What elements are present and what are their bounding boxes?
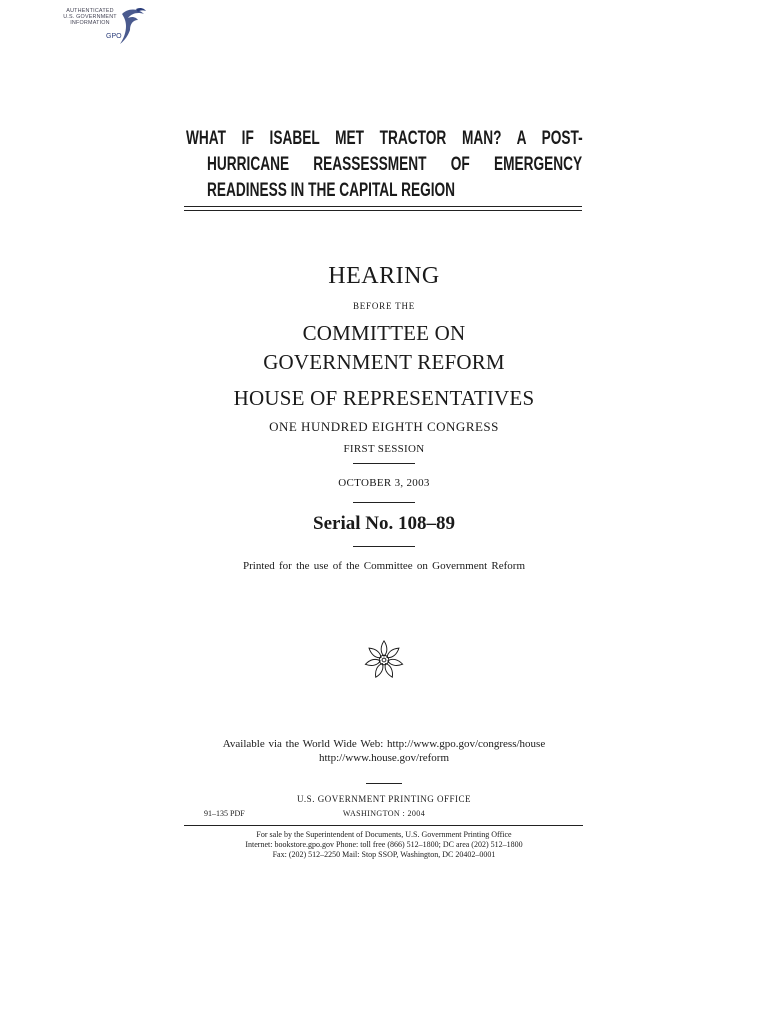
title-double-rule	[184, 206, 582, 211]
before-the-label: BEFORE THE	[352, 301, 416, 311]
document-title	[186, 126, 583, 204]
stock-number: 91–135 PDF	[204, 809, 245, 818]
availability-line-2: http://www.house.gov/reform	[318, 752, 450, 764]
title-line-2: HURRICANE REASSESSMENT OF EMERGENCY	[207, 154, 583, 175]
hearing-date: OCTOBER 3, 2003	[338, 477, 430, 489]
badge-gpo-label: GPO	[106, 33, 122, 40]
committee-line-1: COMMITTEE ON	[302, 321, 466, 345]
badge-line-1: AUTHENTICATED	[66, 8, 114, 14]
sale-info-line-1: For sale by the Superintendent of Documents, U.S. Government Printing Office	[256, 830, 512, 839]
congress-label: ONE HUNDRED EIGHTH CONGRESS	[269, 419, 499, 434]
eagle-icon	[118, 6, 148, 46]
badge-line-3: INFORMATION	[70, 20, 110, 26]
divider	[353, 546, 415, 547]
house-of-representatives: HOUSE OF REPRESENTATIVES	[233, 386, 535, 410]
footer-rule	[184, 825, 583, 826]
title-line-3: READINESS IN THE CAPITAL REGION	[207, 180, 456, 201]
printed-for-note: Printed for the use of the Committee on Government Reform	[242, 560, 526, 572]
divider	[353, 502, 415, 503]
divider	[366, 783, 402, 784]
divider	[353, 463, 415, 464]
seal-icon	[363, 638, 405, 682]
sale-info-line-2: Internet: bookstore.gpo.gov Phone: toll free (866) 512–1800; DC area (202) 512–1800	[245, 840, 523, 849]
serial-number: Serial No. 108–89	[313, 513, 455, 534]
badge-line-2: U.S. GOVERNMENT	[63, 14, 117, 20]
sale-info-line-3: Fax: (202) 512–2250 Mail: Stop SSOP, Washington, DC 20402–0001	[272, 850, 496, 859]
printing-office-label: U.S. GOVERNMENT PRINTING OFFICE	[296, 794, 472, 804]
availability-line-1: Available via the World Wide Web: http://www.gpo.gov/congress/house	[222, 738, 546, 750]
gpo-authentication-badge	[58, 6, 150, 48]
committee-line-2: GOVERNMENT REFORM	[263, 350, 505, 374]
title-line-1: WHAT IF ISABEL MET TRACTOR MAN? A POST-	[186, 128, 583, 149]
imprint-place-year: WASHINGTON : 2004	[342, 809, 426, 818]
session-label: FIRST SESSION	[343, 443, 425, 455]
hearing-heading: HEARING	[328, 263, 440, 289]
